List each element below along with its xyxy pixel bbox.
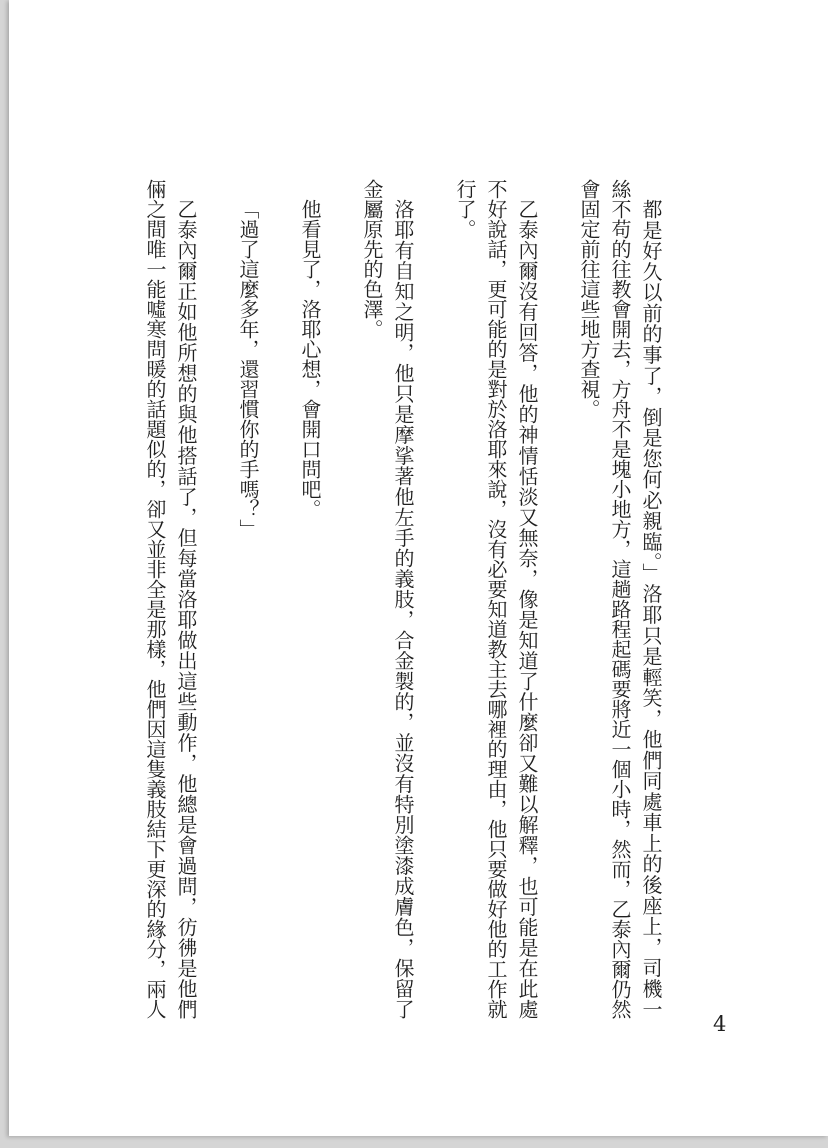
text-line: 不好說話，更可能的是對於洛耶來說，沒有必要知道教主去哪裡的理由，他只要做好他的工作就 [484, 179, 508, 1019]
paragraph [356, 179, 418, 1019]
paragraph [294, 179, 325, 1019]
page-number: 4 [713, 1012, 727, 1036]
paragraph [139, 179, 201, 1019]
text-line: 都是好久以前的事了，倒是您何必親臨。」洛耶只是輕笑，他們同處車上的後座上，司機一 [639, 199, 663, 1019]
text-line: 會固定前往這些地方查視。 [577, 179, 601, 419]
page-body-text [130, 179, 666, 1019]
text-line: 行了。 [453, 179, 477, 239]
text-line: 他看見了，洛耶心想，會開口問吧。 [298, 199, 322, 519]
text-line: 倆之間唯一能噓寒問暖的話題似的，卻又並非全是那樣，他們因這隻義肢結下更深的緣分，兩人 [143, 179, 167, 1019]
book-page [9, 0, 828, 1136]
text-line: 絲不苟的往教會開去，方舟不是塊小地方，這趟路程起碼要將近一個小時，然而，乙泰內爾仍然 [608, 179, 632, 1019]
text-line: 洛耶有自知之明，他只是摩挲著他左手的義肢，合金製的，並沒有特別塗漆成膚色，保留了 [391, 199, 415, 1019]
text-line: 乙泰內爾沒有回答，他的神情恬淡又無奈，像是知道了什麼卻又難以解釋，也可能是在此處 [515, 199, 539, 1019]
text-line: 金屬原先的色澤。 [360, 179, 384, 339]
paragraph [449, 179, 542, 1019]
dialogue-paragraph [232, 179, 263, 1019]
paragraph [573, 179, 666, 1019]
text-line: 「過了這麼多年，還習慣你的手嗎？」 [236, 199, 260, 539]
text-line: 乙泰內爾正如他所想的與他搭話了，但每當洛耶做出這些動作，他總是會過問，彷彿是他們 [174, 199, 198, 1019]
